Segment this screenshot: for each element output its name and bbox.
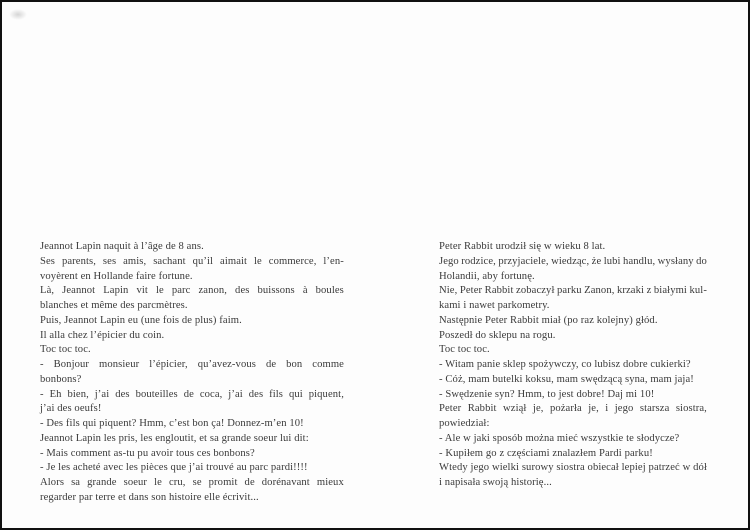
- text-line: Là, Jeannot Lapin vit le parc zanon, des buissons à boules: [40, 285, 344, 297]
- text-line: - Eh bien, j’ai des bouteilles de coca, j’ai des fils qui piquent,: [40, 388, 344, 400]
- text-line: kami i nawet parkometry.: [439, 300, 550, 311]
- text-line: - Ale w jaki sposób można mieć wszystkie te słodycze?: [439, 432, 680, 444]
- text-line: Peter Rabbit urodził się w wieku 8 lat.: [439, 241, 606, 252]
- text-line: Peter Rabbit wziął je, pożarła je, i jego starsza siostra,: [439, 403, 707, 415]
- text-line: Wtedy jego wielki surowy siostra obiecał lepiej patrzeć w dół: [439, 462, 707, 474]
- text-line: Poszedł do sklepu na rogu.: [439, 329, 556, 341]
- text-line: Jeannot Lapin les pris, les engloutit, et sa grande soeur lui dit:: [40, 432, 309, 444]
- text-line: Nie, Peter Rabbit zobaczył parku Zanon, krzaki z białymi kul-: [439, 285, 707, 297]
- scan-artifact: [9, 9, 27, 20]
- text-line: Toc toc toc.: [40, 344, 91, 356]
- text-line: Alors sa grande soeur le cru, se promit de dorénavant mieux: [40, 477, 344, 488]
- text-line: Następnie Peter Rabbit miał (po raz kolejny) głód.: [439, 314, 658, 326]
- text-line: Jeannot Lapin naquit à l’âge de 8 ans.: [40, 241, 204, 252]
- text-line: regarder par terre et dans son histoire elle écrivit...: [40, 491, 259, 503]
- text-line: i napisała swoją historię...: [439, 477, 552, 488]
- text-line: Ses parents, ses amis, sachant qu’il aimait le commerce, l’en-: [40, 255, 344, 267]
- text-line: powiedział:: [439, 418, 490, 429]
- text-line: voyèrent en Hollande faire fortune.: [40, 270, 193, 282]
- text-line: - Cóż, mam butelki koksu, mam swędzącą syna, mam jaja!: [439, 373, 694, 385]
- left-page-text-column: [40, 240, 344, 506]
- right-page-text-column: [439, 240, 707, 491]
- text-line: Toc toc toc.: [439, 344, 490, 356]
- text-line: Jego rodzice, przyjaciele, wiedząc, że lubi handlu, wysłany do: [439, 255, 707, 267]
- text-line: - Je les acheté avec les pièces que j’ai trouvé au parc pardi!!!!: [40, 462, 308, 474]
- text-line: - Swędzenie syn? Hmm, to jest dobre! Daj mi 10!: [439, 388, 655, 400]
- text-line: - Bonjour monsieur l’épicier, qu’avez-vous de bon comme: [40, 359, 344, 370]
- text-line: - Des fils qui piquent? Hmm, c’est bon ça! Donnez-m’en 10!: [40, 418, 304, 429]
- text-line: blanches et même des parcmètres.: [40, 300, 188, 311]
- text-line: - Mais comment as-tu pu avoir tous ces bonbons?: [40, 447, 255, 459]
- text-line: - Kupiłem go z częściami znalazłem Pardi parku!: [439, 447, 653, 459]
- text-line: - Witam panie sklep spożywczy, co lubisz dobre cukierki?: [439, 359, 691, 370]
- text-line: Holandii, aby fortunę.: [439, 270, 535, 282]
- text-line: bonbons?: [40, 373, 82, 385]
- text-line: Il alla chez l’épicier du coin.: [40, 329, 165, 341]
- text-line: j’ai des oeufs!: [40, 403, 102, 415]
- text-line: Puis, Jeannot Lapin eu (une fois de plus) faim.: [40, 314, 242, 326]
